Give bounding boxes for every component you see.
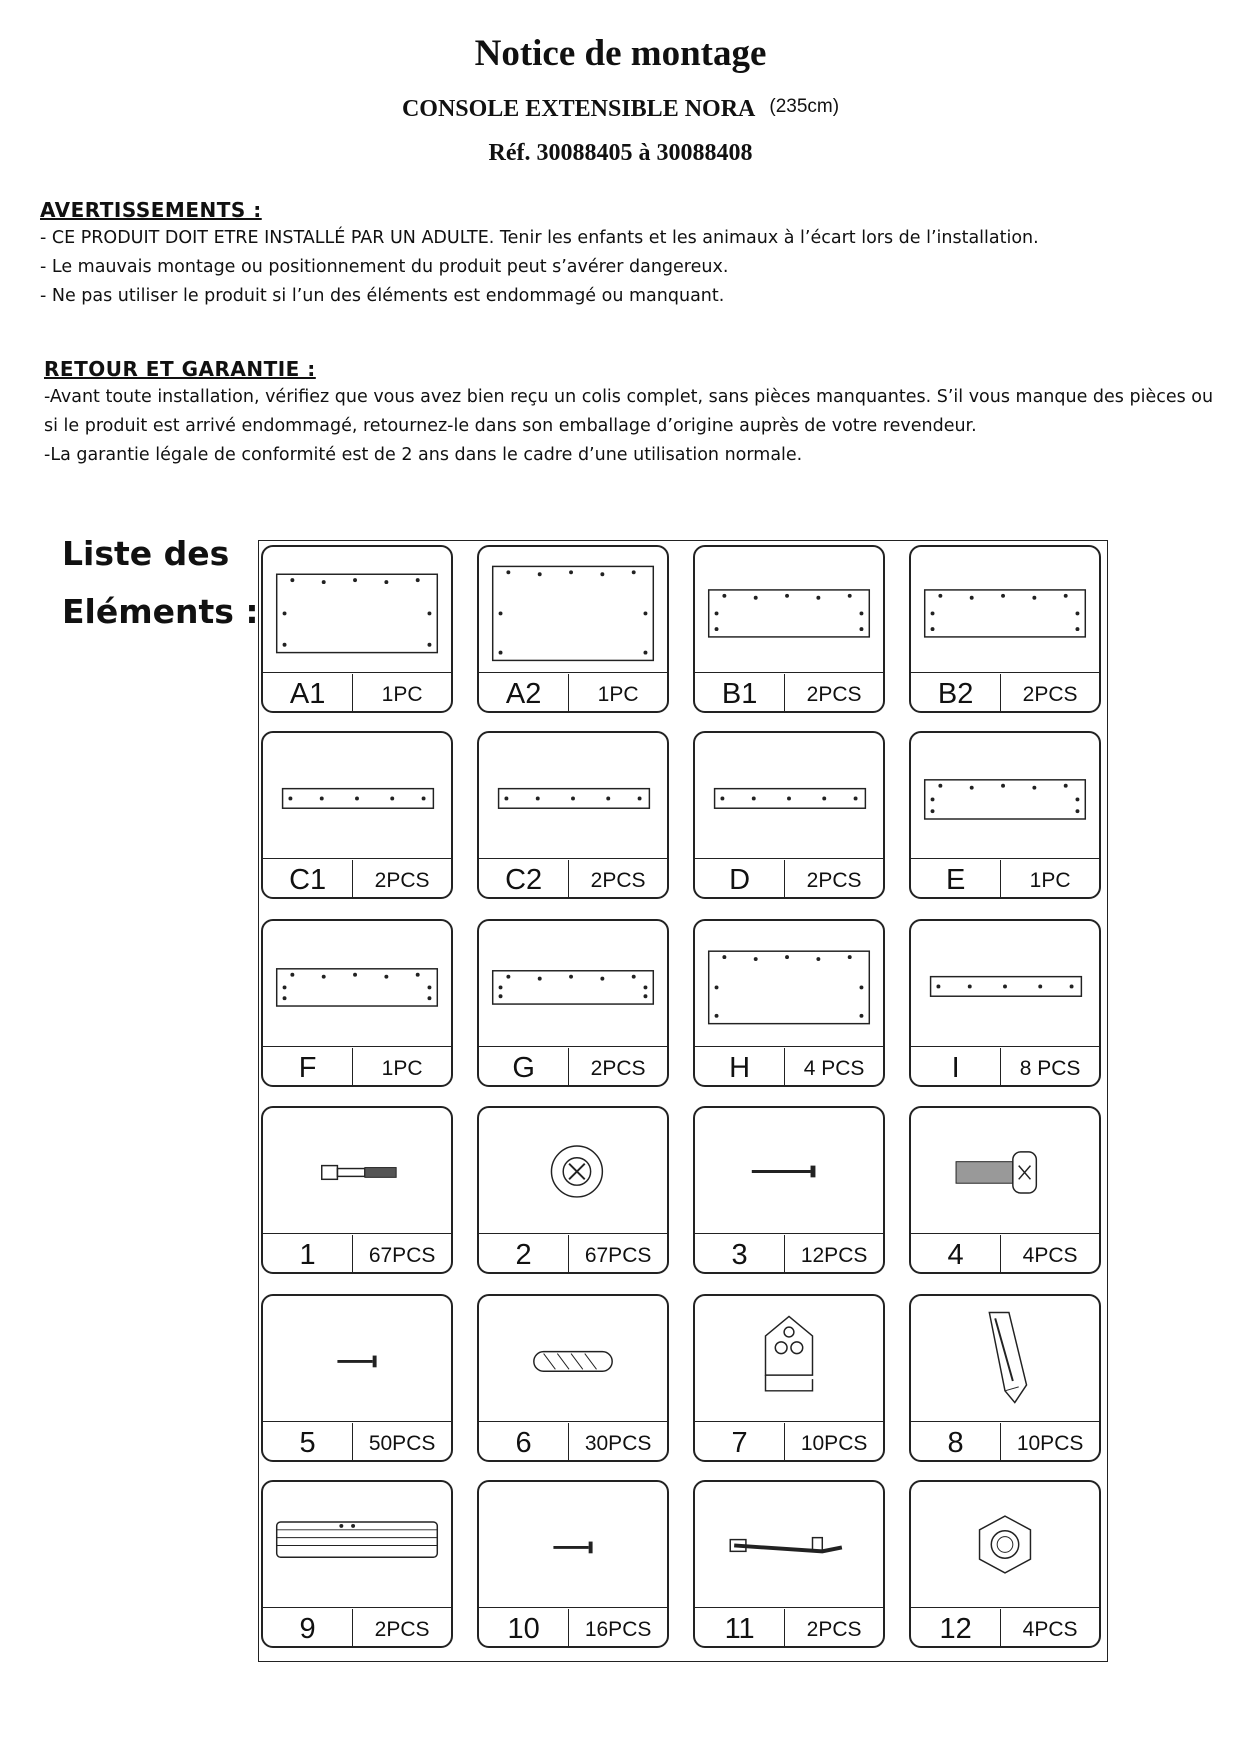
screw-icon bbox=[695, 1108, 883, 1234]
part-quantity: 67PCS bbox=[584, 1244, 652, 1267]
part-quantity: 8 PCS bbox=[1019, 1057, 1081, 1080]
product-name-text: CONSOLE EXTENSIBLE NORA bbox=[401, 96, 756, 122]
part-card bbox=[909, 1294, 1101, 1462]
warnings-section bbox=[40, 196, 1200, 311]
part-cell bbox=[907, 915, 1103, 1093]
part-quantity: 2PCS bbox=[1022, 683, 1078, 706]
slide-rail-icon bbox=[263, 1482, 451, 1608]
clip-icon bbox=[911, 1296, 1099, 1422]
part-cell bbox=[475, 1290, 671, 1468]
part-cell bbox=[691, 1476, 887, 1654]
part-quantity: 2PCS bbox=[806, 683, 862, 706]
part-id: 1 bbox=[263, 1235, 353, 1274]
cam-bolt-icon bbox=[263, 1108, 451, 1234]
product-dimension: (235cm) bbox=[769, 96, 840, 117]
part-cell bbox=[691, 541, 887, 719]
part-quantity: 4PCS bbox=[1022, 1618, 1078, 1641]
panel-drawing bbox=[911, 547, 1099, 673]
return-warranty-line: -Avant toute installation, vérifiez que vous avez bien reçu un colis complet, sans pièces manquantes. S’il vous manque des pièces ou si le produit est arrivé endommagé, retournez-le dans son emballage d’origine auprès de votre revendeur. bbox=[44, 387, 1214, 436]
part-cell bbox=[259, 1476, 455, 1654]
warning-line: - Ne pas utiliser le produit si l’un des éléments est endommagé ou manquant. bbox=[40, 286, 725, 306]
part-quantity: 1PC bbox=[1029, 869, 1071, 892]
part-card bbox=[693, 545, 885, 713]
rail-drawing bbox=[263, 733, 451, 859]
bracket-icon bbox=[695, 1296, 883, 1422]
part-quantity: 1PC bbox=[597, 683, 639, 706]
part-id: 7 bbox=[695, 1423, 785, 1462]
part-quantity: 2PCS bbox=[374, 1618, 430, 1641]
part-card bbox=[261, 1106, 453, 1274]
warning-line: - Le mauvais montage ou positionnement du produit peut s’avérer dangereux. bbox=[40, 257, 729, 277]
return-warranty-heading: RETOUR ET GARANTIE : bbox=[44, 357, 316, 381]
part-quantity: 2PCS bbox=[806, 869, 862, 892]
part-card bbox=[909, 731, 1101, 899]
panel-drawing bbox=[695, 547, 883, 673]
part-quantity: 1PC bbox=[381, 1057, 423, 1080]
part-card bbox=[693, 1480, 885, 1648]
part-cell bbox=[259, 727, 455, 905]
part-cell bbox=[259, 1290, 455, 1468]
part-quantity: 4 PCS bbox=[803, 1057, 865, 1080]
panel-drawing bbox=[695, 921, 883, 1047]
part-cell bbox=[475, 541, 671, 719]
return-warranty-section bbox=[44, 355, 1214, 470]
parts-list-heading-line: Eléments : bbox=[62, 592, 259, 631]
part-id: 8 bbox=[911, 1423, 1001, 1462]
part-id: 5 bbox=[263, 1423, 353, 1462]
part-id: I bbox=[911, 1048, 1001, 1087]
dowel-icon bbox=[479, 1296, 667, 1422]
part-card bbox=[477, 919, 669, 1087]
parts-list-heading bbox=[62, 525, 259, 641]
part-cell bbox=[691, 1290, 887, 1468]
part-id: A1 bbox=[263, 674, 353, 713]
parts-grid bbox=[258, 540, 1108, 1662]
part-cell bbox=[475, 915, 671, 1093]
part-id: A2 bbox=[479, 674, 569, 713]
part-quantity: 12PCS bbox=[800, 1244, 868, 1267]
parts-list-heading-line: Liste des bbox=[62, 534, 230, 573]
bolt-icon bbox=[911, 1108, 1099, 1234]
part-card bbox=[693, 1106, 885, 1274]
part-card bbox=[477, 1294, 669, 1462]
part-cell bbox=[691, 915, 887, 1093]
part-quantity: 16PCS bbox=[584, 1618, 652, 1641]
part-id: G bbox=[479, 1048, 569, 1087]
part-cell bbox=[907, 1102, 1103, 1280]
part-cell bbox=[907, 541, 1103, 719]
part-card bbox=[261, 1294, 453, 1462]
part-card bbox=[693, 1294, 885, 1462]
part-card bbox=[261, 1480, 453, 1648]
warnings-heading: AVERTISSEMENTS : bbox=[40, 198, 262, 222]
page-title: Notice de montage bbox=[474, 33, 767, 74]
part-quantity: 10PCS bbox=[800, 1432, 868, 1455]
part-cell bbox=[691, 727, 887, 905]
part-card bbox=[477, 731, 669, 899]
part-id: C2 bbox=[479, 860, 569, 899]
panel-drawing bbox=[263, 547, 451, 673]
part-cell bbox=[907, 1476, 1103, 1654]
part-card bbox=[261, 545, 453, 713]
part-cell bbox=[691, 1102, 887, 1280]
return-warranty-line: -La garantie légale de conformité est de 2 ans dans le cadre d’une utilisation normale. bbox=[44, 445, 803, 465]
part-card bbox=[909, 545, 1101, 713]
nut-icon bbox=[911, 1482, 1099, 1608]
small-screw-icon bbox=[479, 1482, 667, 1608]
part-card bbox=[693, 919, 885, 1087]
part-id: 10 bbox=[479, 1609, 569, 1648]
part-card bbox=[477, 545, 669, 713]
part-id: D bbox=[695, 860, 785, 899]
part-cell bbox=[475, 727, 671, 905]
part-cell bbox=[259, 915, 455, 1093]
part-card bbox=[909, 1106, 1101, 1274]
part-cell bbox=[907, 727, 1103, 905]
panel-drawing bbox=[911, 733, 1099, 859]
part-cell bbox=[259, 541, 455, 719]
part-quantity: 2PCS bbox=[590, 1057, 646, 1080]
part-quantity: 10PCS bbox=[1016, 1432, 1084, 1455]
panel-drawing bbox=[479, 921, 667, 1047]
part-card bbox=[909, 1480, 1101, 1648]
part-id: E bbox=[911, 860, 1001, 899]
small-screw-icon bbox=[263, 1296, 451, 1422]
part-cell bbox=[259, 1102, 455, 1280]
part-card bbox=[693, 731, 885, 899]
cam-lock-icon bbox=[479, 1108, 667, 1234]
rail-drawing bbox=[479, 733, 667, 859]
part-cell bbox=[475, 1102, 671, 1280]
warning-line: - CE PRODUIT DOIT ETRE INSTALLÉ PAR UN ADULTE. Tenir les enfants et les animaux à l’écart lors de l’installation. bbox=[40, 228, 1039, 248]
part-quantity: 4PCS bbox=[1022, 1244, 1078, 1267]
rail-drawing bbox=[911, 921, 1099, 1047]
part-id: F bbox=[263, 1048, 353, 1087]
part-quantity: 2PCS bbox=[590, 869, 646, 892]
part-id: H bbox=[695, 1048, 785, 1087]
part-quantity: 2PCS bbox=[806, 1618, 862, 1641]
part-quantity: 50PCS bbox=[368, 1432, 436, 1455]
part-card bbox=[477, 1480, 669, 1648]
part-id: B1 bbox=[695, 674, 785, 713]
part-id: 9 bbox=[263, 1609, 353, 1648]
part-cell bbox=[907, 1290, 1103, 1468]
part-id: 6 bbox=[479, 1423, 569, 1462]
part-quantity: 2PCS bbox=[374, 869, 430, 892]
part-cell bbox=[475, 1476, 671, 1654]
part-quantity: 30PCS bbox=[584, 1432, 652, 1455]
part-quantity: 1PC bbox=[381, 683, 423, 706]
part-id: B2 bbox=[911, 674, 1001, 713]
panel-drawing bbox=[263, 921, 451, 1047]
part-quantity: 67PCS bbox=[368, 1244, 436, 1267]
part-id: 3 bbox=[695, 1235, 785, 1274]
part-card bbox=[477, 1106, 669, 1274]
product-reference: Réf. 30088405 à 30088408 bbox=[488, 140, 753, 166]
part-card bbox=[261, 919, 453, 1087]
part-id: C1 bbox=[263, 860, 353, 899]
hinge-bar-icon bbox=[695, 1482, 883, 1608]
part-card bbox=[261, 731, 453, 899]
panel-drawing bbox=[479, 547, 667, 673]
product-name bbox=[0, 96, 1241, 123]
part-id: 4 bbox=[911, 1235, 1001, 1274]
part-id: 11 bbox=[695, 1609, 785, 1648]
part-id: 12 bbox=[911, 1609, 1001, 1648]
rail-drawing bbox=[695, 733, 883, 859]
part-id: 2 bbox=[479, 1235, 569, 1274]
part-card bbox=[909, 919, 1101, 1087]
